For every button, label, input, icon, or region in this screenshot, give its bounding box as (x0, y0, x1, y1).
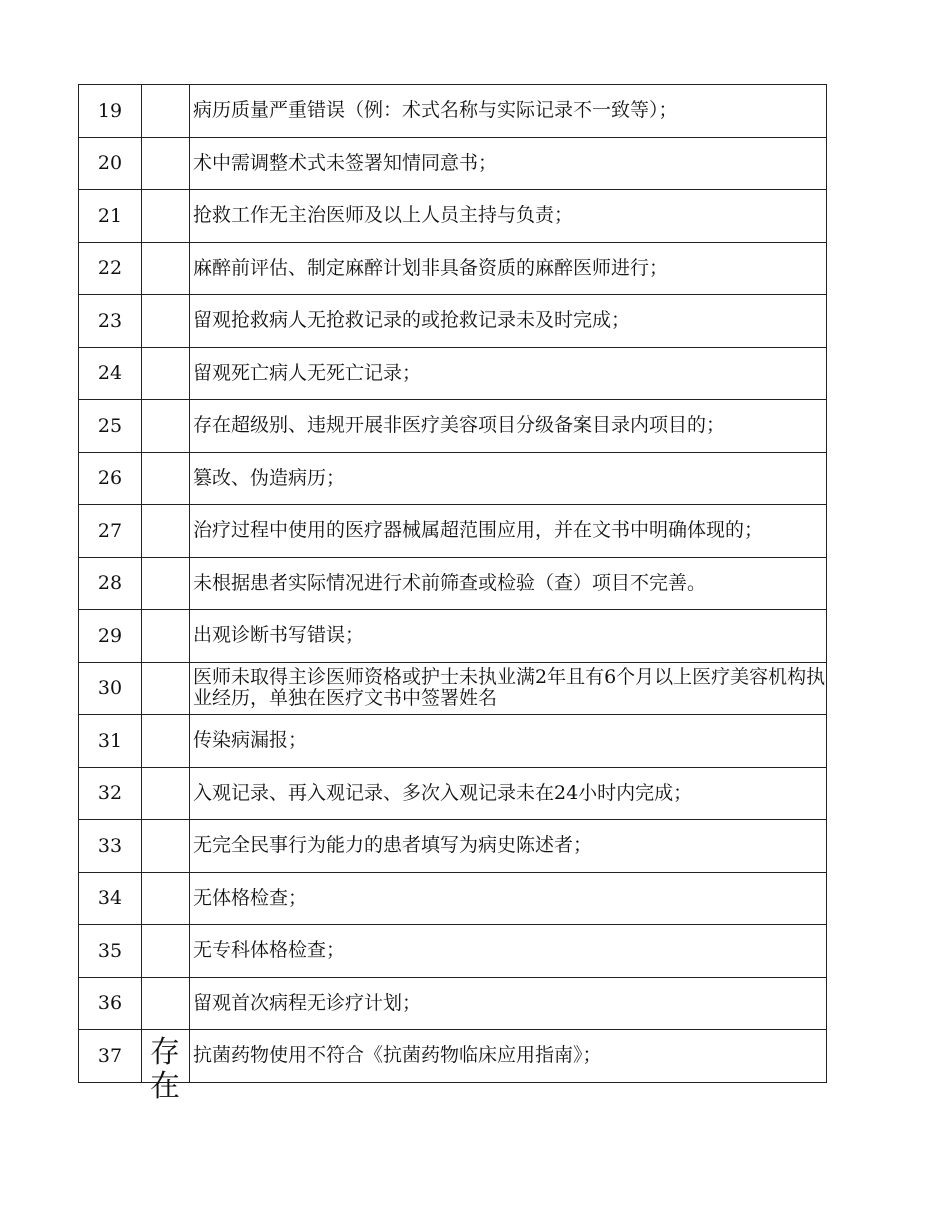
category-cell (142, 347, 190, 400)
category-cell (142, 820, 190, 873)
row-description: 入观记录、再入观记录、多次入观记录未在24小时内完成； (190, 767, 827, 820)
row-description: 病历质量严重错误（例：术式名称与实际记录不一致等）； (190, 85, 827, 138)
row-number: 20 (79, 137, 142, 190)
row-description: 无完全民事行为能力的患者填写为病史陈述者； (190, 820, 827, 873)
row-description: 出观诊断书写错误； (190, 610, 827, 663)
row-number: 22 (79, 242, 142, 295)
row-description: 留观死亡病人无死亡记录； (190, 347, 827, 400)
category-label: 存在 (150, 1035, 180, 1104)
row-number: 19 (79, 85, 142, 138)
row-number: 29 (79, 610, 142, 663)
row-description: 抗菌药物使用不符合《抗菌药物临床应用指南》； (190, 1030, 827, 1083)
category-cell (142, 190, 190, 243)
category-cell (142, 977, 190, 1030)
row-description: 无体格检查； (190, 872, 827, 925)
row-description: 术中需调整术式未签署知情同意书； (190, 137, 827, 190)
category-cell (142, 610, 190, 663)
row-number: 32 (79, 767, 142, 820)
category-cell (142, 137, 190, 190)
row-number: 26 (79, 452, 142, 505)
row-number: 30 (79, 662, 142, 715)
row-number: 36 (79, 977, 142, 1030)
table-row (79, 662, 827, 715)
category-cell (142, 505, 190, 558)
row-description: 留观首次病程无诊疗计划； (190, 977, 827, 1030)
category-cell (142, 872, 190, 925)
row-description: 治疗过程中使用的医疗器械属超范围应用，并在文书中明确体现的； (190, 505, 827, 558)
table-row (79, 85, 827, 138)
row-number: 37 (79, 1030, 142, 1083)
table-row (79, 295, 827, 348)
table-row (79, 347, 827, 400)
table-row (79, 610, 827, 663)
table-row (79, 925, 827, 978)
row-description: 留观抢救病人无抢救记录的或抢救记录未及时完成； (190, 295, 827, 348)
row-description: 医师未取得主诊医师资格或护士未执业满2年且有6个月以上医疗美容机构执业经历，单独在医疗文书中签署姓名 (190, 662, 827, 715)
table-row (79, 452, 827, 505)
row-number: 34 (79, 872, 142, 925)
row-description: 未根据患者实际情况进行术前筛查或检验（查）项目不完善。 (190, 557, 827, 610)
category-cell (142, 1030, 190, 1104)
table-row (79, 1030, 827, 1083)
table-row (79, 977, 827, 1030)
table-row (79, 715, 827, 768)
category-cell (142, 295, 190, 348)
category-cell (142, 242, 190, 295)
row-number: 33 (79, 820, 142, 873)
row-number: 25 (79, 400, 142, 453)
row-description: 抢救工作无主治医师及以上人员主持与负责； (190, 190, 827, 243)
row-number: 24 (79, 347, 142, 400)
row-description: 篡改、伪造病历； (190, 452, 827, 505)
category-cell (142, 452, 190, 505)
category-cell (142, 557, 190, 610)
table-row (79, 557, 827, 610)
row-number: 23 (79, 295, 142, 348)
row-number: 21 (79, 190, 142, 243)
row-number: 27 (79, 505, 142, 558)
category-cell (142, 925, 190, 978)
category-cell (142, 85, 190, 138)
table-row (79, 872, 827, 925)
defect-table (78, 84, 827, 1104)
table-row (79, 242, 827, 295)
table-row (79, 505, 827, 558)
table-row (79, 400, 827, 453)
row-description: 无专科体格检查； (190, 925, 827, 978)
category-cell (142, 400, 190, 453)
category-cell (142, 715, 190, 768)
row-number: 35 (79, 925, 142, 978)
table-row (79, 767, 827, 820)
table-row (79, 820, 827, 873)
table-row (79, 190, 827, 243)
row-number: 28 (79, 557, 142, 610)
row-description: 传染病漏报； (190, 715, 827, 768)
row-number: 31 (79, 715, 142, 768)
category-cell (142, 662, 190, 715)
row-description: 存在超级别、违规开展非医疗美容项目分级备案目录内项目的； (190, 400, 827, 453)
row-description: 麻醉前评估、制定麻醉计划非具备资质的麻醉医师进行； (190, 242, 827, 295)
table-row (79, 137, 827, 190)
category-cell (142, 767, 190, 820)
